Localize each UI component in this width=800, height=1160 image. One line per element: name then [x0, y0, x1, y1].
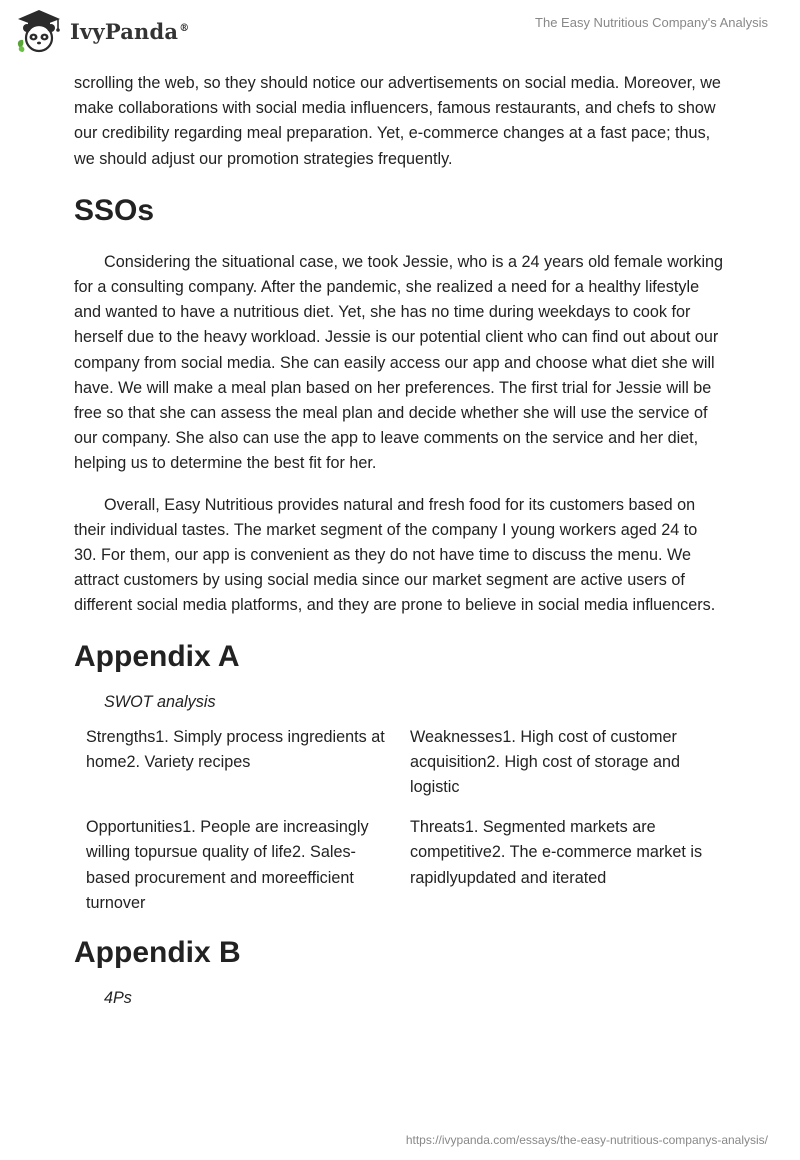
ssos-paragraph-2: Overall, Easy Nutritious provides natural and fresh food for its customers based on their individual tastes. The market segment of the company I young workers aged 24 to 30. For them, our app is convenient as they do not have time to discuss the menu. We attract customers by using social media since our market segment are active users of different social media platforms, and they are prone to believe in social media influencers.	[74, 495, 716, 615]
swot-opportunities: Opportunities1. People are increasingly willing topursue quality of life2. Sales-based procurement and moreefficient turnover	[86, 818, 369, 912]
intro-paragraph: scrolling the web, so they should notice our advertisements on social media. Moreover, we make collaborations with social media influencers, famous restaurants, and chefs to show our credibility regarding meal preparation. Yet, e-commerce changes at a fast pace; thus, we should adjust our promotion strategies frequently.	[74, 74, 721, 168]
swot-threats: Threats1. Segmented markets are competitive2. The e-commerce market is rapidlyupdated and iterated	[410, 818, 703, 887]
page-header	[0, 0, 800, 70]
swot-weaknesses: Weaknesses1. High cost of customer acquisition2. High cost of storage and logistic	[410, 727, 680, 797]
swot-strengths: Strengths1. Simply process ingredients at home2. Variety recipes	[86, 727, 385, 771]
ivypanda-logo[interactable]	[14, 8, 189, 54]
ssos-paragraph-1: Considering the situational case, we took Jessie, who is a 24 years old female working for a consulting company. After the pandemic, she realized a need for a healthy lifestyle and wanted to have a nutritious diet. Yet, she has no time during weekdays to cook for herself due to the heavy workload. Jessie is our potential client who can find out about our company from social media. She can easily access our app and choose what diet she will have. We will make a meal plan based on her preferences. The first trial for Jessie will be free so that she can assess the meal plan and decide whether she will use the service of our company. She also can use the app to leave comments on the service and her diet, helping us to determine the best fit for her.	[74, 252, 724, 473]
heading-appendix-a: Appendix A	[74, 639, 240, 673]
source-url-link[interactable]: https://ivypanda.com/essays/the-easy-nutritious-companys-analysis/	[405, 1133, 768, 1147]
fourps-caption: 4Ps	[104, 989, 132, 1008]
swot-caption: SWOT analysis	[104, 692, 216, 711]
logo-wordmark: IvyPanda®	[70, 18, 190, 44]
swot-table	[86, 725, 724, 916]
heading-ssos: SSOs	[74, 193, 155, 227]
document-title: The Easy Nutritious Company's Analysis	[535, 15, 768, 30]
panda-graduation-icon	[14, 8, 64, 54]
heading-appendix-b: Appendix B	[74, 936, 241, 970]
essay-content	[74, 70, 724, 1008]
